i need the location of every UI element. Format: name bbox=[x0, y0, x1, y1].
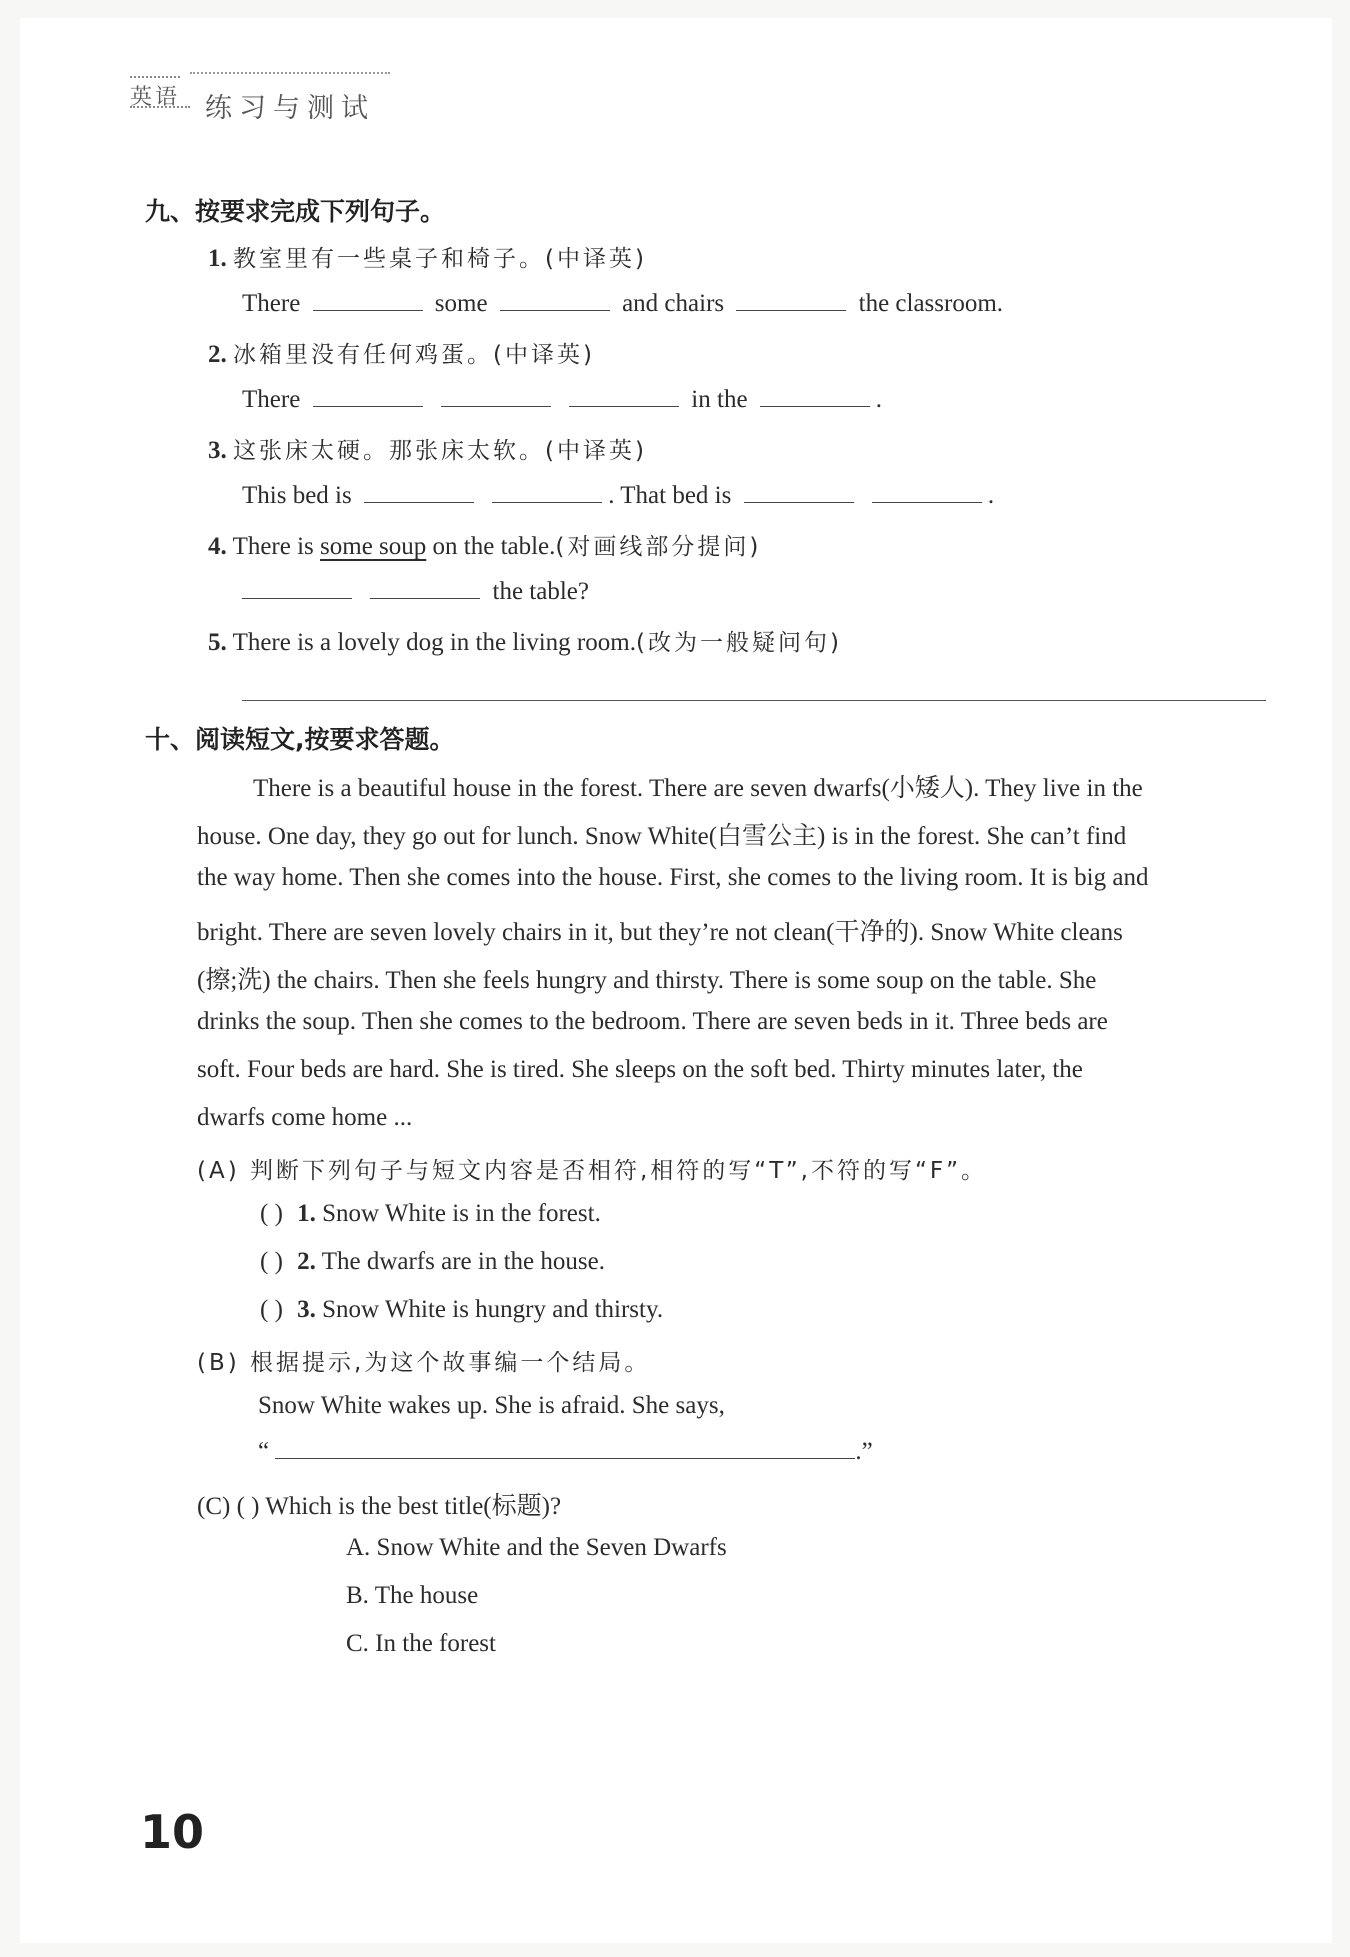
q3-blank-2[interactable] bbox=[492, 480, 602, 503]
q2-text-c: . bbox=[875, 386, 883, 413]
q3-blank-1[interactable] bbox=[364, 480, 474, 503]
partA-item bbox=[260, 1200, 601, 1228]
header-subject-underline bbox=[130, 106, 190, 108]
q4-prompt bbox=[208, 528, 761, 561]
passage-line: the way home. Then she comes into the house. First, she comes to the living room. It is big and bbox=[197, 864, 1149, 891]
q3-chinese: 这张床太硬。那张床太软。(中译英) bbox=[233, 438, 647, 464]
q1-chinese: 教室里有一些桌子和椅子。(中译英) bbox=[233, 246, 647, 272]
partA-answer-paren[interactable]: ( ) bbox=[260, 1296, 283, 1323]
passage-line: (擦;洗) the chairs. Then she feels hungry and thirsty. There is some soup on the table. She bbox=[197, 967, 1097, 994]
q2-blank-4[interactable] bbox=[760, 384, 870, 407]
partA-item-number: 3. bbox=[297, 1296, 316, 1323]
q4-blank-1[interactable] bbox=[242, 576, 352, 599]
partC-option-b: B. The house bbox=[346, 1582, 479, 1609]
q5-prompt bbox=[208, 624, 842, 657]
partA-item-number: 1. bbox=[297, 1200, 316, 1227]
q1-blank-1[interactable] bbox=[313, 288, 423, 311]
section9-title: 九、按要求完成下列句子。 bbox=[145, 197, 446, 226]
q2-chinese: 冰箱里没有任何鸡蛋。(中译英) bbox=[233, 342, 595, 368]
passage-line: dwarfs come home ... bbox=[197, 1104, 413, 1131]
q1-blank-2[interactable] bbox=[500, 288, 610, 311]
q2-text-a: There bbox=[242, 386, 301, 413]
partB-prompt-line: Snow White wakes up. She is afraid. She says, bbox=[258, 1392, 725, 1419]
header-book-title: 练习与测试 bbox=[205, 93, 375, 124]
partA-instruction-text: (A) 判断下列句子与短文内容是否相符,相符的写“T”,不符的写“F”。 bbox=[197, 1158, 988, 1184]
q3-answer-line bbox=[242, 480, 994, 510]
passage-line: There is a beautiful house in the forest. There are seven dwarfs(小矮人). They live in the bbox=[253, 775, 1143, 802]
q3-text-a: This bed is bbox=[242, 482, 352, 509]
q3-number: 3. bbox=[208, 437, 227, 464]
q3-text-c: . bbox=[987, 482, 995, 509]
page-number: 10 bbox=[140, 1805, 205, 1859]
partB-answer-line bbox=[258, 1436, 873, 1466]
q4-text-pre: There is bbox=[232, 533, 314, 560]
q1-number: 1. bbox=[208, 245, 227, 272]
partA-item-text: The dwarfs are in the house. bbox=[321, 1248, 605, 1275]
partC-option-c: C. In the forest bbox=[346, 1630, 496, 1657]
q5-number: 5. bbox=[208, 629, 227, 656]
partB-answer-blank[interactable] bbox=[275, 1436, 855, 1459]
partC-question bbox=[197, 1486, 561, 1522]
q2-blank-1[interactable] bbox=[313, 384, 423, 407]
partC-question-text: Which is the best title(标题)? bbox=[265, 1493, 562, 1520]
partC-answer-paren[interactable]: (C) ( ) bbox=[197, 1493, 260, 1520]
partA-item bbox=[260, 1296, 663, 1324]
q5-answer-line[interactable] bbox=[242, 700, 1266, 701]
partB-open-quote: “ bbox=[258, 1438, 270, 1465]
partC-option-a: A. Snow White and the Seven Dwarfs bbox=[346, 1534, 727, 1561]
q4-blank-2[interactable] bbox=[370, 576, 480, 599]
q3-blank-3[interactable] bbox=[744, 480, 854, 503]
q1-text-d: the classroom. bbox=[858, 290, 1004, 317]
passage-line: bright. There are seven lovely chairs in it, but they’re not clean(干净的). Snow White cleans bbox=[197, 919, 1123, 946]
partB-instruction bbox=[197, 1344, 650, 1377]
q4-text-tail: the table? bbox=[492, 578, 589, 605]
partA-instruction bbox=[197, 1152, 987, 1185]
passage-line: soft. Four beds are hard. She is tired. She sleeps on the soft bed. Thirty minutes later, the bbox=[197, 1056, 1083, 1083]
q1-blank-3[interactable] bbox=[736, 288, 846, 311]
q1-text-c: and chairs bbox=[622, 290, 725, 317]
q4-answer-line bbox=[236, 576, 589, 606]
q1-text-a: There bbox=[242, 290, 301, 317]
passage-line: house. One day, they go out for lunch. Snow White(白雪公主) is in the forest. She can’t find bbox=[197, 823, 1127, 850]
q4-instruction: (对画线部分提问) bbox=[555, 534, 762, 560]
partA-item-number: 2. bbox=[297, 1248, 316, 1275]
partA-answer-paren[interactable]: ( ) bbox=[260, 1200, 283, 1227]
header-subject: 英语 bbox=[130, 76, 180, 111]
q1-prompt bbox=[208, 240, 647, 273]
partA-item bbox=[260, 1248, 605, 1276]
section10-title: 十、阅读短文,按要求答题。 bbox=[145, 725, 455, 754]
partB-instruction-text: (B) 根据提示,为这个故事编一个结局。 bbox=[197, 1350, 651, 1376]
q1-answer-line bbox=[242, 288, 1003, 318]
q4-number: 4. bbox=[208, 533, 227, 560]
q2-answer-line bbox=[242, 384, 882, 414]
q2-blank-2[interactable] bbox=[441, 384, 551, 407]
q4-text-post: on the table. bbox=[432, 533, 556, 560]
partA-answer-paren[interactable]: ( ) bbox=[260, 1248, 283, 1275]
partB-close-quote: .” bbox=[855, 1438, 873, 1465]
partA-item-text: Snow White is in the forest. bbox=[322, 1200, 601, 1227]
q3-blank-4[interactable] bbox=[872, 480, 982, 503]
partA-item-text: Snow White is hungry and thirsty. bbox=[322, 1296, 664, 1323]
q2-number: 2. bbox=[208, 341, 227, 368]
q4-underlined-phrase: some soup bbox=[320, 533, 427, 560]
q1-text-b: some bbox=[434, 290, 488, 317]
q2-text-b: in the bbox=[691, 386, 748, 413]
q5-instruction: (改为一般疑问句) bbox=[635, 630, 842, 656]
q3-text-b: . That bed is bbox=[608, 482, 732, 509]
q2-prompt bbox=[208, 336, 595, 369]
q2-blank-3[interactable] bbox=[569, 384, 679, 407]
q3-prompt bbox=[208, 432, 647, 465]
passage-line: drinks the soup. Then she comes to the bedroom. There are seven beds in it. Three beds are bbox=[197, 1008, 1108, 1035]
header-dotted-rule bbox=[190, 72, 390, 74]
q5-sentence: There is a lovely dog in the living room. bbox=[232, 629, 636, 656]
